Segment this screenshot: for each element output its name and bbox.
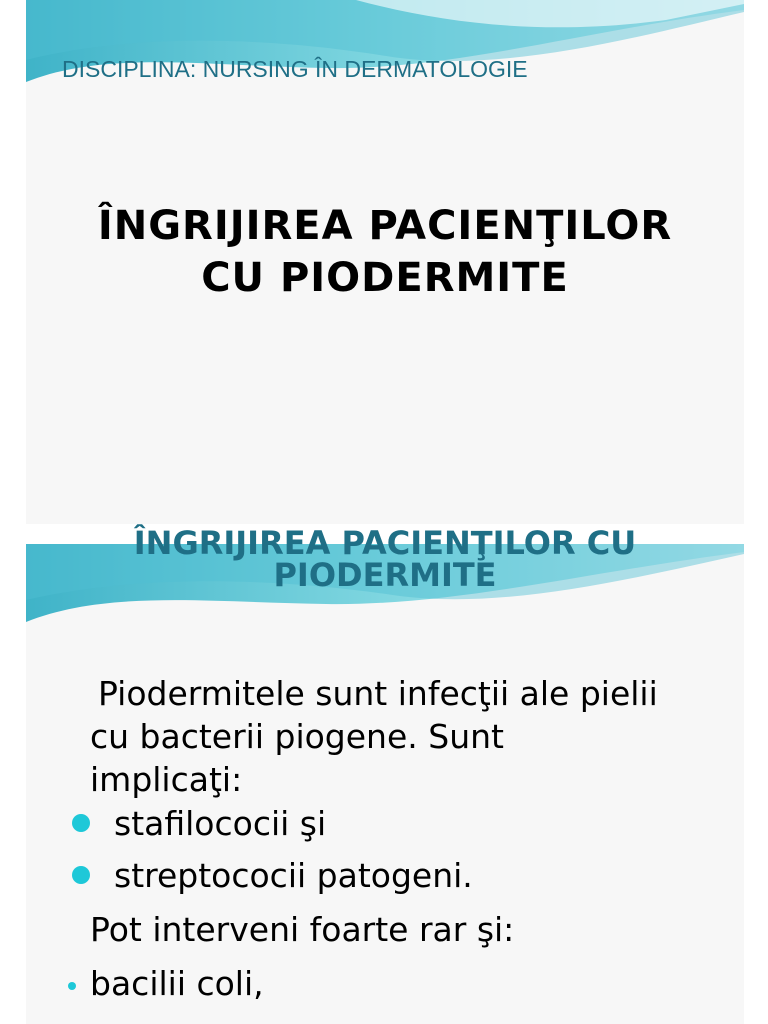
slide-2-title-clipped: ÎNGRIJIREA PACIENŢILOR CU [133, 524, 637, 562]
intro-line-3: implicaţi: [90, 760, 243, 799]
intro-paragraph [90, 672, 730, 801]
slide-title-line-2: CU PIODERMITE [201, 255, 569, 301]
slide-2-title: PIODERMITE [273, 556, 497, 594]
sub-bullet-dot-icon [68, 982, 76, 990]
more-causes-line: Pot interveni foarte rar şi: [90, 910, 515, 949]
intro-line-1: Piodermitele sunt infecţii ale pielii [98, 674, 658, 713]
intro-line-2: cu bacterii piogene. Sunt [90, 717, 504, 756]
bullet-dot-icon [72, 866, 90, 884]
bullet-dot-icon [72, 814, 90, 832]
slide-2 [26, 524, 744, 1024]
bullet-item-2: streptococii patogeni. [114, 856, 473, 895]
course-subtitle: DISCIPLINA: NURSING ÎN DERMATOLOGIE [62, 56, 528, 82]
slide-title [26, 200, 744, 304]
slide-title-line-1: ÎNGRIJIREA PACIENŢILOR [97, 203, 673, 249]
page-gutter-right [744, 0, 768, 1024]
sub-bullet-item-1: bacilii coli, [90, 964, 264, 1003]
bullet-item-1: stafilococii şi [114, 804, 327, 843]
slide-1 [26, 0, 744, 524]
page-gutter-left [0, 0, 26, 1024]
